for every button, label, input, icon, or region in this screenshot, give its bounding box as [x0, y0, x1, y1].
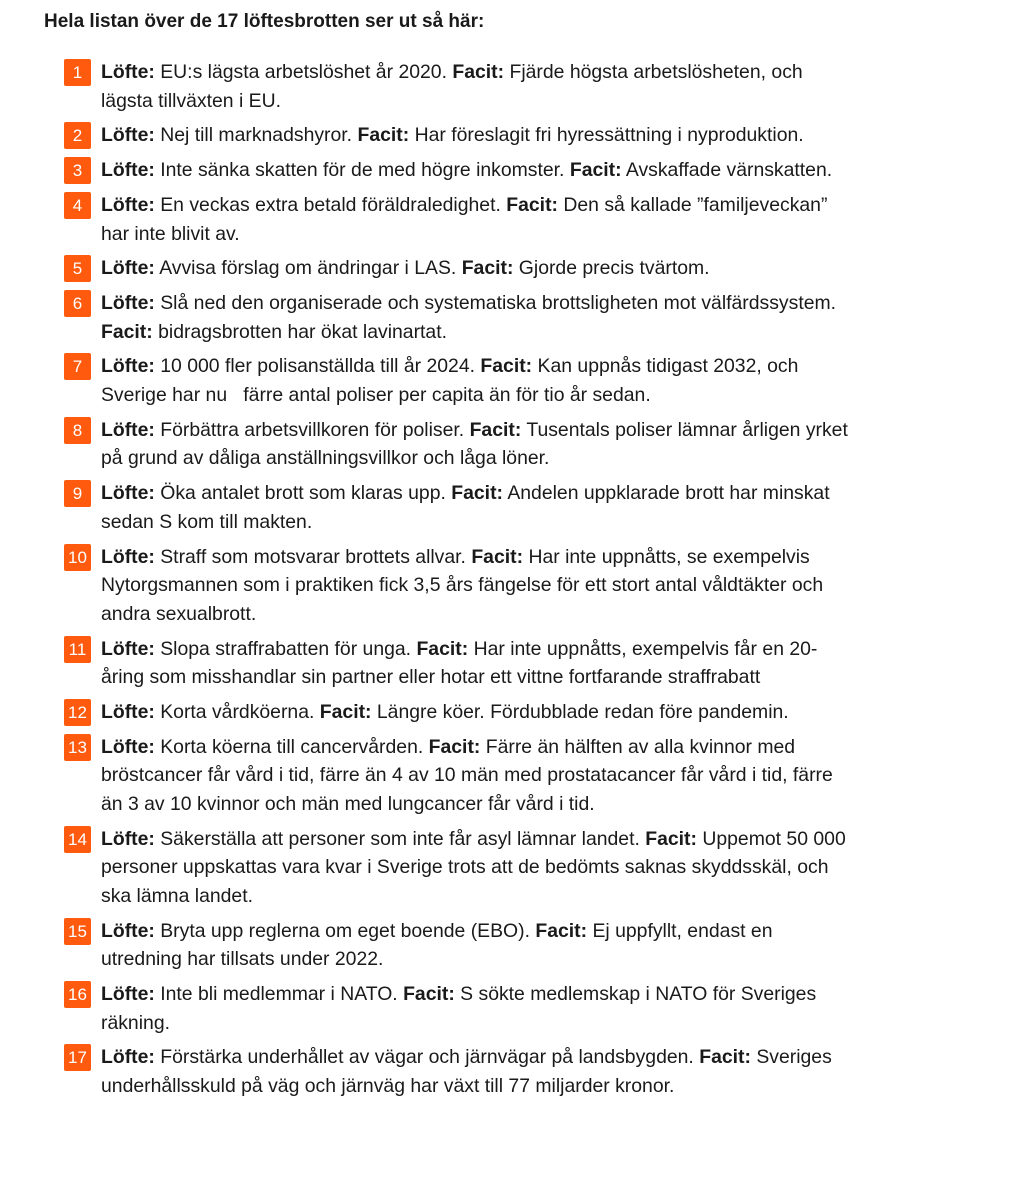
fact-label: Facit:: [452, 61, 505, 83]
fact-label: Facit:: [480, 355, 533, 378]
list-item: [64, 733, 854, 819]
promise-text: Inte sänka skatten för de med högre inkomster.: [160, 159, 565, 182]
fact-label: Facit:: [535, 919, 588, 942]
item-text: [101, 1043, 854, 1100]
fact-label: Facit:: [403, 983, 455, 1006]
item-number-badge: 7: [64, 353, 91, 380]
item-number-badge: 17: [64, 1044, 91, 1071]
fact-text: Den så kallade ”familjeveckan” har inte blivit av.: [101, 193, 833, 245]
item-text: [101, 698, 854, 727]
item-number-badge: 13: [64, 734, 91, 761]
item-number-badge: 14: [64, 826, 91, 853]
item-text: [101, 917, 854, 974]
promise-label: Löfte:: [101, 292, 155, 315]
item-number-badge: 3: [64, 157, 91, 184]
fact-label: Facit:: [357, 124, 410, 147]
fact-text: Sveriges underhållsskuld på väg och järnväg har växt till 77 miljarder kronor.: [101, 1046, 838, 1097]
list-item: [64, 289, 854, 346]
item-text: [101, 479, 854, 536]
fact-label: Facit:: [471, 545, 524, 568]
list-item: [64, 416, 854, 473]
list-item: [64, 635, 854, 692]
fact-text: Längre köer. Fördubblade redan före pandemin.: [376, 700, 789, 723]
fact-text: Ej uppfyllt, endast en utredning har tillsats under 2022.: [101, 919, 778, 971]
list-item: [64, 121, 854, 150]
item-number-badge: 1: [64, 59, 91, 86]
item-text: [101, 58, 854, 115]
item-number-badge: 16: [64, 981, 91, 1008]
promise-label: Löfte:: [101, 482, 155, 505]
item-text: [101, 121, 854, 150]
promise-label: Löfte:: [101, 418, 155, 441]
promise-label: Löfte:: [101, 827, 155, 850]
item-text: [101, 825, 854, 911]
item-text: [101, 416, 854, 473]
item-text: [101, 191, 854, 248]
promise-label: Löfte:: [101, 193, 155, 216]
fact-label: Facit:: [461, 257, 514, 280]
list-item: [64, 698, 854, 727]
list-item: [64, 825, 854, 911]
list-item: [64, 58, 854, 115]
promise-text: Avvisa förslag om ändringar i LAS.: [159, 257, 457, 280]
list-item: [64, 156, 854, 185]
item-text: [101, 543, 854, 629]
item-number-badge: 11: [64, 636, 91, 663]
fact-label: Facit:: [569, 159, 622, 182]
fact-label: Facit:: [428, 735, 481, 758]
promise-text: Korta vårdköerna.: [160, 700, 315, 723]
list-item: [64, 254, 854, 283]
fact-label: Facit:: [469, 418, 522, 441]
promise-text: 10 000 fler polisanställda till år 2024.: [160, 355, 476, 378]
promise-text: Slopa straffrabatten för unga.: [160, 637, 412, 660]
promise-text: Slå ned den organiserade och systematiska brottsligheten mot välfärdssystem.: [160, 292, 837, 315]
fact-text: Gjorde precis tvärtom.: [518, 257, 710, 280]
promise-text: Nej till marknadshyror.: [160, 124, 353, 147]
promise-label: Löfte:: [101, 257, 155, 280]
promise-label: Löfte:: [101, 637, 155, 660]
promise-label: Löfte:: [101, 545, 155, 568]
promise-text: Förstärka underhållet av vägar och järnvägar på landsbygden.: [160, 1046, 694, 1069]
promise-label: Löfte:: [101, 124, 155, 147]
promise-label: Löfte:: [101, 159, 155, 182]
fact-label: Facit:: [101, 320, 153, 343]
fact-label: Facit:: [699, 1046, 751, 1069]
promise-text: Bryta upp reglerna om eget boende (EBO).: [160, 919, 530, 942]
item-number-badge: 2: [64, 122, 91, 149]
list-item: [64, 1043, 854, 1100]
promise-label: Löfte:: [101, 983, 155, 1006]
item-number-badge: 5: [64, 255, 91, 282]
fact-label: Facit:: [416, 637, 469, 660]
promise-text: EU:s lägsta arbetslöshet år 2020.: [160, 61, 447, 83]
fact-text: Andelen uppklarade brott har minskat sedan S kom till makten.: [101, 482, 835, 533]
promise-label: Löfte:: [101, 919, 155, 942]
item-text: [101, 352, 854, 409]
fact-text: Har inte uppnåtts, exempelvis får en 20-åring som misshandlar sin partner eller hotar ett vittne fortfarande straffrabatt: [101, 637, 818, 689]
fact-text: S sökte medlemskap i NATO för Sveriges räkning.: [101, 983, 822, 1034]
promise-text: Öka antalet brott som klaras upp.: [160, 482, 446, 505]
item-number-badge: 15: [64, 918, 91, 945]
fact-label: Facit:: [451, 482, 503, 505]
promise-text: Förbättra arbetsvillkoren för poliser.: [160, 418, 465, 441]
promise-label: Löfte:: [101, 700, 155, 723]
fact-text: Uppemot 50 000 personer uppskattas vara kvar i Sverige trots att de bedömts saknas skyddsskäl, och ska lämna landet.: [101, 827, 852, 907]
fact-label: Facit:: [319, 700, 372, 723]
item-text: [101, 289, 854, 346]
item-number-badge: 8: [64, 417, 91, 444]
fact-label: Facit:: [645, 827, 697, 850]
item-text: [101, 254, 854, 283]
promise-label: Löfte:: [101, 1046, 155, 1069]
list-heading: Hela listan över de 17 löftesbrotten ser ut så här:: [44, 11, 485, 32]
list-item: [64, 543, 854, 629]
item-number-badge: 12: [64, 699, 91, 726]
list-item: [64, 479, 854, 536]
item-text: [101, 635, 854, 692]
promise-text: En veckas extra betald föräldraledighet.: [160, 193, 501, 216]
item-number-badge: 10: [64, 544, 91, 571]
item-number-badge: 4: [64, 192, 91, 219]
promise-text: Inte bli medlemmar i NATO.: [160, 983, 398, 1006]
promise-label: Löfte:: [101, 735, 155, 758]
list-item: [64, 191, 854, 248]
fact-text: Fjärde högsta arbetslösheten, och lägsta tillväxten i EU.: [101, 61, 809, 112]
promise-text: Korta köerna till cancervården.: [160, 735, 424, 758]
list-item: [64, 352, 854, 409]
item-text: [101, 733, 854, 819]
item-number-badge: 6: [64, 290, 91, 317]
item-number-badge: 9: [64, 480, 91, 507]
fact-text: bidragsbrotten har ökat lavinartat.: [158, 320, 447, 343]
list-item: [64, 980, 854, 1037]
fact-text: Kan uppnås tidigast 2032, och Sverige har nu färre antal poliser per capita än för tio år sedan.: [101, 355, 804, 407]
promise-text: Straff som motsvarar brottets allvar.: [160, 545, 466, 568]
fact-text: Färre än hälften av alla kvinnor med bröstcancer får vård i tid, färre än 4 av 10 män med prostatacancer får vård i tid, färre än 3 av 10 kvinnor och män med lungcancer får vård i tid.: [101, 735, 839, 815]
promise-label: Löfte:: [101, 355, 155, 378]
promise-text: Säkerställa att personer som inte får asyl lämnar landet.: [160, 827, 640, 850]
item-text: [101, 156, 854, 185]
promise-label: Löfte:: [101, 61, 155, 83]
promise-list: [64, 58, 854, 1107]
list-item: [64, 917, 854, 974]
fact-text: Har inte uppnåtts, se exempelvis Nytorgsmannen som i praktiken fick 3,5 års fängelse för ett stort antal våldtäkter och andra sexualbrott.: [101, 545, 829, 625]
fact-text: Tusentals poliser lämnar årligen yrket på grund av dåliga anställningsvillkor och låga löner.: [101, 418, 854, 470]
fact-text: Avskaffade värnskatten.: [625, 159, 833, 182]
fact-text: Har föreslagit fri hyressättning i nyproduktion.: [414, 124, 804, 147]
item-text: [101, 980, 854, 1037]
fact-label: Facit:: [506, 193, 558, 216]
